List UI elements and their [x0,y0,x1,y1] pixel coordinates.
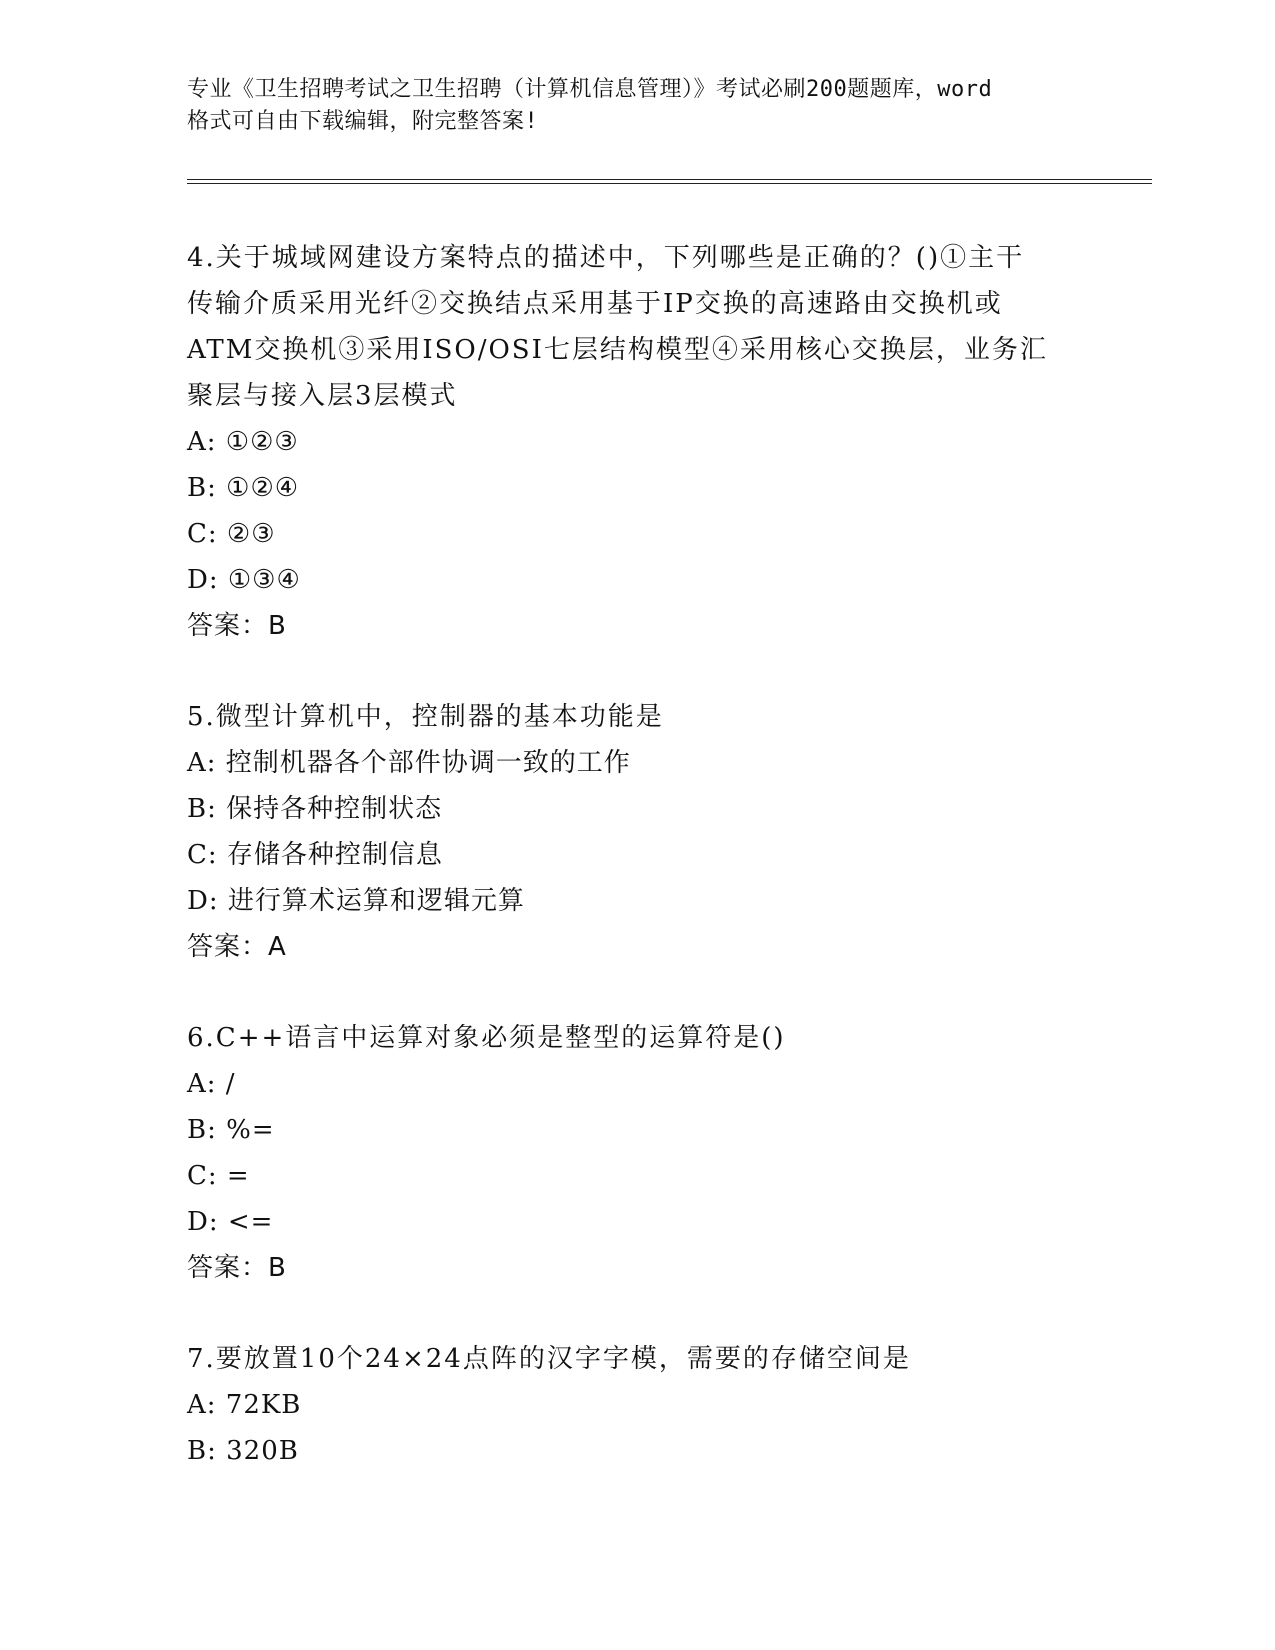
option-b: B: 保持各种控制状态 [187,794,443,824]
question-7 [187,1336,1087,1474]
question-text-line: 6.C++语言中运算对象必须是整型的运算符是() [187,1023,786,1053]
option-b: B: ①②④ [187,473,300,503]
answer-line: 答案：B [187,611,287,641]
option-c: C: 存储各种控制信息 [187,840,443,870]
option-a: A: / [187,1069,236,1099]
option-d: D: 进行算术运算和逻辑元算 [187,886,525,916]
question-text-line: 聚层与接入层3层模式 [187,381,458,411]
option-b: B: 320B [187,1436,299,1466]
question-5 [187,694,1087,970]
question-text-line: 5.微型计算机中，控制器的基本功能是 [187,702,664,732]
question-text-line: 7.要放置10个24×24点阵的汉字字模，需要的存储空间是 [187,1344,911,1374]
header-title-line-2: 格式可自由下载编辑，附完整答案! [187,109,539,134]
question-text-line: 4.关于城域网建设方案特点的描述中，下列哪些是正确的？()①主干 [187,243,1025,273]
option-d: D: ①③④ [187,565,301,595]
document-header [187,74,1087,138]
question-text-line: 传输介质采用光纤②交换结点采用基于IP交换的高速路由交换机或 [187,289,1003,319]
header-divider-top [187,179,1152,180]
answer-line: 答案：A [187,932,287,962]
option-c: C: ②③ [187,519,276,549]
option-a: A: 72KB [187,1390,302,1420]
header-title-line-1: 专业《卫生招聘考试之卫生招聘（计算机信息管理）》考试必刷200题题库，word [187,77,993,102]
question-list [187,235,1087,1474]
option-d: D: <= [187,1207,274,1237]
answer-line: 答案：B [187,1253,287,1283]
option-c: C: = [187,1161,250,1191]
option-a: A: 控制机器各个部件协调一致的工作 [187,748,631,778]
option-b: B: %= [187,1115,275,1145]
question-text-line: ATM交换机③采用ISO/OSI七层结构模型④采用核心交换层，业务汇 [187,335,1048,365]
header-divider-bottom [187,183,1152,184]
question-6 [187,1015,1087,1291]
option-a: A: ①②③ [187,427,299,457]
question-4 [187,235,1087,649]
